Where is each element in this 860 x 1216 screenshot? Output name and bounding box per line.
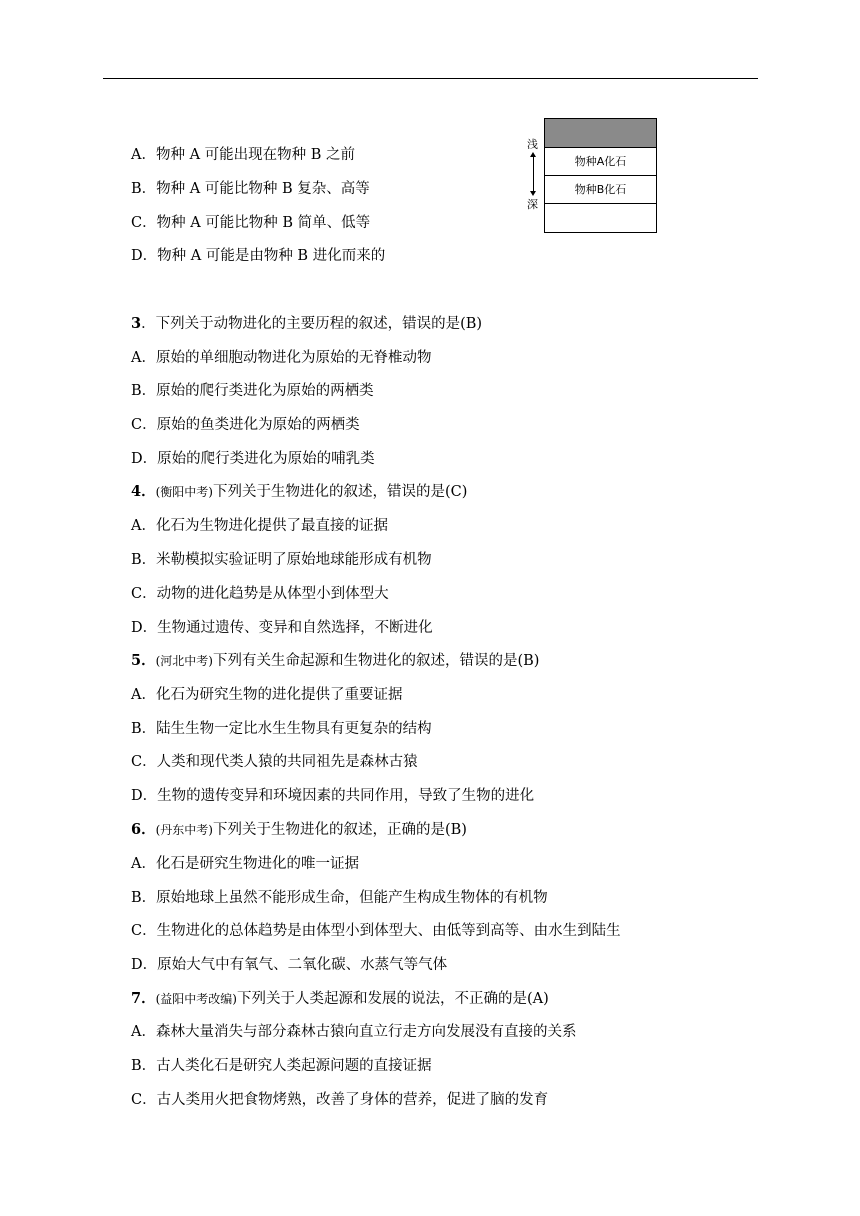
q4-source: (衡阳中考) (155, 485, 213, 499)
top-layer (545, 119, 656, 147)
q2-option-c: C．物种 A 可能比物种 B 简单、低等 (131, 215, 371, 231)
q3-stem: ．下列关于动物进化的主要历程的叙述，错误的是(B) (141, 316, 483, 332)
q5-number: 5 (131, 652, 142, 669)
layer-species-a (545, 147, 656, 176)
q4-stem-line: 4．(衡阳中考)下列关于生物进化的叙述，错误的是(C) (131, 483, 468, 500)
q6-stem-line: 6．(丹东中考)下列关于生物进化的叙述，正确的是(B) (131, 821, 467, 838)
q7-option-a: A．森林大量消失与部分森林古猿向直立行走方向发展没有直接的关系 (131, 1024, 577, 1040)
shallow-label: 浅 (527, 138, 538, 151)
q7-source: (益阳中考改编) (155, 992, 237, 1006)
q3-option-d: D．原始的爬行类进化为原始的哺乳类 (131, 451, 375, 467)
q5-option-c: C．人类和现代类人猿的共同祖先是森林古猿 (131, 754, 418, 770)
q6-source: (丹东中考) (155, 823, 213, 837)
q2-option-b: B．物种 A 可能比物种 B 复杂、高等 (131, 181, 370, 197)
q3-stem-line (131, 314, 482, 334)
depth-arrow-icon (533, 156, 534, 192)
q4-option-c: C．动物的进化趋势是从体型小到体型大 (131, 586, 389, 602)
q4-option-a: A．化石为生物进化提供了最直接的证据 (131, 518, 388, 534)
layer-species-a-label: 物种A化石 (574, 155, 627, 168)
q7-stem: 下列关于人类起源和发展的说法，不正确的是(A) (236, 991, 549, 1007)
q3-option-b: B．原始的爬行类进化为原始的两栖类 (131, 383, 374, 399)
q7-option-c: C．古人类用火把食物烤熟，改善了身体的营养，促进了脑的发育 (131, 1092, 549, 1108)
q6-option-d: D．原始大气中有氧气、二氧化碳、水蒸气等气体 (131, 957, 448, 973)
header-rule (103, 78, 758, 79)
q4-number: 4 (131, 483, 142, 500)
deep-label: 深 (527, 198, 538, 211)
q5-option-b: B．陆生生物一定比水生生物具有更复杂的结构 (131, 721, 432, 737)
q2-option-a: A．物种 A 可能出现在物种 B 之前 (131, 147, 356, 163)
q5-option-d: D．生物的遗传变异和环境因素的共同作用，导致了生物的进化 (131, 788, 535, 804)
q3-option-c: C．原始的鱼类进化为原始的两栖类 (131, 417, 360, 433)
q6-option-c: C．生物进化的总体趋势是由体型小到体型大、由低等到高等、由水生到陆生 (131, 923, 621, 939)
q5-stem: 下列有关生命起源和生物进化的叙述，错误的是(B) (212, 653, 540, 669)
bottom-layer (545, 203, 656, 232)
q4-option-b: B．米勒模拟实验证明了原始地球能形成有机物 (131, 552, 432, 568)
q7-stem-line: 7．(益阳中考改编)下列关于人类起源和发展的说法，不正确的是(A) (131, 990, 549, 1007)
q3-number: 3 (131, 315, 142, 332)
q7-number: 7 (131, 990, 142, 1007)
layer-species-b-label: 物种B化石 (574, 183, 627, 196)
strata-column (544, 118, 657, 233)
q2-option-d: D．物种 A 可能是由物种 B 进化而来的 (131, 248, 386, 264)
q5-stem-line: 5．(河北中考)下列有关生命起源和生物进化的叙述，错误的是(B) (131, 652, 540, 669)
q6-number: 6 (131, 821, 142, 838)
fossil-strata-diagram (518, 118, 658, 234)
q6-option-b: B．原始地球上虽然不能形成生命，但能产生构成生物体的有机物 (131, 890, 548, 906)
q6-option-a: A．化石是研究生物进化的唯一证据 (131, 856, 359, 872)
q4-stem: 下列关于生物进化的叙述，错误的是(C) (212, 484, 468, 500)
q7-option-b: B．古人类化石是研究人类起源问题的直接证据 (131, 1058, 432, 1074)
q5-source: (河北中考) (155, 654, 213, 668)
q4-option-d: D．生物通过遗传、变异和自然选择，不断进化 (131, 620, 433, 636)
q3-option-a: A．原始的单细胞动物进化为原始的无脊椎动物 (131, 350, 432, 366)
layer-species-b (545, 175, 656, 204)
q6-stem: 下列关于生物进化的叙述，正确的是(B) (212, 822, 467, 838)
q5-option-a: A．化石为研究生物的进化提供了重要证据 (131, 687, 403, 703)
